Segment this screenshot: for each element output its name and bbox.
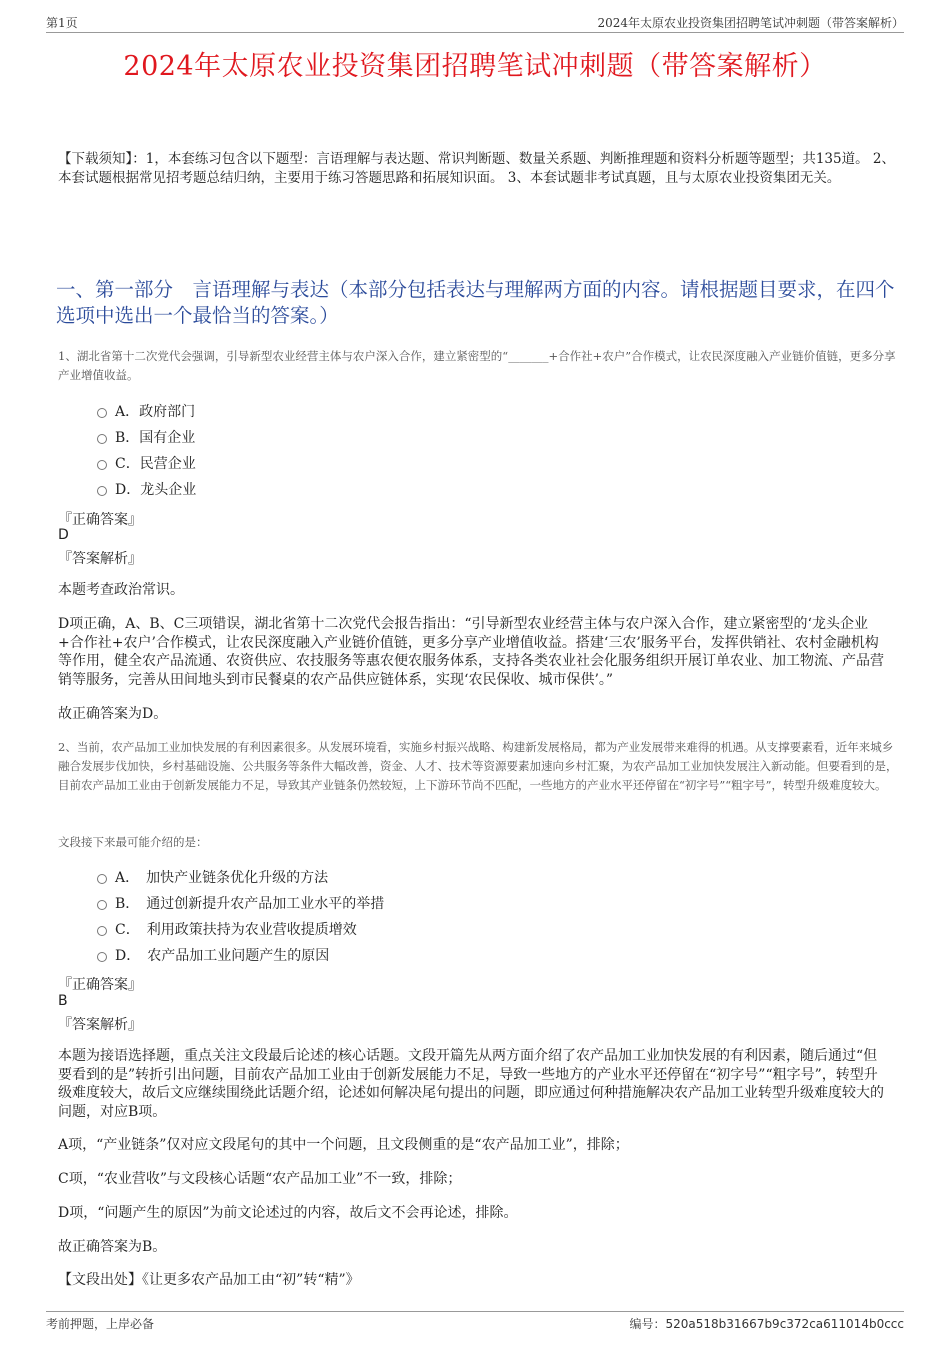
answer-label: 『正确答案』 — [58, 977, 142, 993]
question-1-option-c[interactable] — [97, 453, 196, 473]
analysis-paragraph: 故正确答案为D。 — [58, 706, 168, 722]
footer-code-label: 编号： — [629, 1317, 666, 1331]
radio-icon[interactable] — [97, 408, 107, 418]
radio-icon[interactable] — [97, 900, 107, 910]
option-label: D． 农产品加工业问题产生的原因 — [115, 948, 330, 964]
option-label: B．国有企业 — [115, 430, 196, 446]
question-2-option-c[interactable] — [97, 919, 357, 939]
question-1-option-d[interactable] — [97, 479, 196, 499]
option-label: D．龙头企业 — [115, 482, 197, 498]
question-2-text: 2、当前，农产品加工业加快发展的有利因素很多。从发展环境看，实施乡村振兴战略、构建新发展格局，都为产业发展带来难得的机遇。从支撑要素看，近年来城乡融合发展步伐加快，乡村基础设施、公共服务等条件大幅改善，资金、人才、技术等资源要素加速向乡村汇聚，为农产品加工业加快发展注入新动能。但要看到的是，目前农产品加工业由于创新发展能力不足，导致其产业链条仍然较短，上下游环节尚不匹配，一些地方的产业水平还停留在“初字号”“粗字号”，转型升级难度较大。 — [58, 740, 898, 792]
header-rule — [46, 32, 904, 33]
question-1-option-b[interactable] — [97, 427, 195, 447]
analysis-paragraph: 故正确答案为B。 — [58, 1239, 167, 1255]
document-title: 2024年太原农业投资集团招聘笔试冲刺题（带答案解析） — [123, 51, 827, 82]
analysis-paragraph: C项，“农业营收”与文段核心话题“农产品加工业”不一致，排除； — [58, 1171, 462, 1187]
radio-icon[interactable] — [97, 874, 107, 884]
analysis-paragraph: 本题为接语选择题，重点关注文段最后论述的核心话题。文段开篇先从两方面介绍了农产品加工业加快发展的有利因素，随后通过“但要看到的是”转折引出问题，目前农产品加工业由于创新发展能力不足，导致一些地方的产业水平还停留在“初字号”“粗字号”，转型升级难度较大，故后文应继续围绕此话题介绍，论述如何解决尾句提出的问题，即应通过何种措施解决农产品加工业转型升级难度较大的问题，对应B项。 — [58, 1048, 884, 1120]
analysis-label: 『答案解析』 — [58, 551, 142, 567]
radio-icon[interactable] — [97, 434, 107, 444]
question-2-option-d[interactable] — [97, 945, 329, 965]
footer-slogan: 考前押题，上岸必备 — [46, 1317, 155, 1331]
radio-icon[interactable] — [97, 926, 107, 936]
footer-code-value: 520a518b31667b9c372ca611014b0ccc — [665, 1317, 904, 1331]
option-label: A． 加快产业链条优化升级的方法 — [115, 870, 329, 886]
option-label: C．民营企业 — [115, 456, 196, 472]
analysis-paragraph: D项，“问题产生的原因”为前文论述过的内容，故后文不会再论述，排除。 — [58, 1205, 518, 1221]
radio-icon[interactable] — [97, 460, 107, 470]
question-2-option-b[interactable] — [97, 893, 384, 913]
analysis-paragraph: A项，“产业链条”仅对应文段尾句的其中一个问题，且文段侧重的是“农产品加工业”，排除； — [58, 1137, 629, 1153]
question-1-option-a[interactable] — [97, 401, 195, 421]
analysis-paragraph: 本题考查政治常识。 — [58, 582, 184, 598]
question-2-option-a[interactable] — [97, 867, 328, 887]
option-label: C． 利用政策扶持为农业营收提质增效 — [115, 922, 357, 938]
source-citation: 【文段出处】《让更多农产品加工由“初”转“精”》 — [58, 1272, 360, 1288]
answer-value: B — [58, 993, 68, 1009]
option-label: A．政府部门 — [115, 404, 196, 420]
page-number: 第1页 — [46, 16, 78, 30]
question-1-text: 1、湖北省第十二次党代会强调，引导新型农业经营主体与农户深入合作，建立紧密型的“_______+合作社+农户”合作模式，让农民深度融入产业链价值链，更多分享产业增值收益。 — [58, 349, 896, 382]
option-label: B． 通过创新提升农产品加工业水平的举措 — [115, 896, 385, 912]
answer-value: D — [58, 527, 69, 543]
radio-icon[interactable] — [97, 486, 107, 496]
analysis-label: 『答案解析』 — [58, 1017, 142, 1033]
download-notice: 【下载须知】：1，本套练习包含以下题型：言语理解与表达题、常识判断题、数量关系题、判断推理题和资料分析题等题型；共135道。 2、本套试题根据常见招考题总结归纳，主要用于练习答题思路和拓展知识面。 3、本套试题非考试真题，且与太原农业投资集团无关。 — [58, 151, 895, 186]
section-heading: 一、第一部分 言语理解与表达（本部分包括表达与理解两方面的内容。请根据题目要求，在四个选项中选出一个最恰当的答案。） — [56, 278, 895, 327]
question-2-prompt: 文段接下来最可能介绍的是： — [58, 835, 208, 849]
footer-code — [629, 1315, 904, 1332]
answer-label: 『正确答案』 — [58, 512, 142, 528]
radio-icon[interactable] — [97, 952, 107, 962]
footer-rule — [46, 1311, 904, 1312]
analysis-paragraph: D项正确，A、B、C三项错误，湖北省第十二次党代会报告指出：“引导新型农业经营主体与农户深入合作，建立紧密型的‘龙头企业+合作社+农户’合作模式，让农民深度融入产业链价值链，更多分享产业增值收益。搭建‘三农’服务平台，发挥供销社、农村金融机构等作用，健全农产品流通、农资供应、农技服务等惠农便农服务体系，支持各类农业社会化服务组织开展订单农业、加工物流、产品营销等服务，完善从田间地头到市民餐桌的农产品供应链体系，实现‘农民保收、城市保供’。” — [58, 616, 884, 688]
header-doc-title: 2024年太原农业投资集团招聘笔试冲刺题（带答案解析） — [597, 16, 904, 30]
